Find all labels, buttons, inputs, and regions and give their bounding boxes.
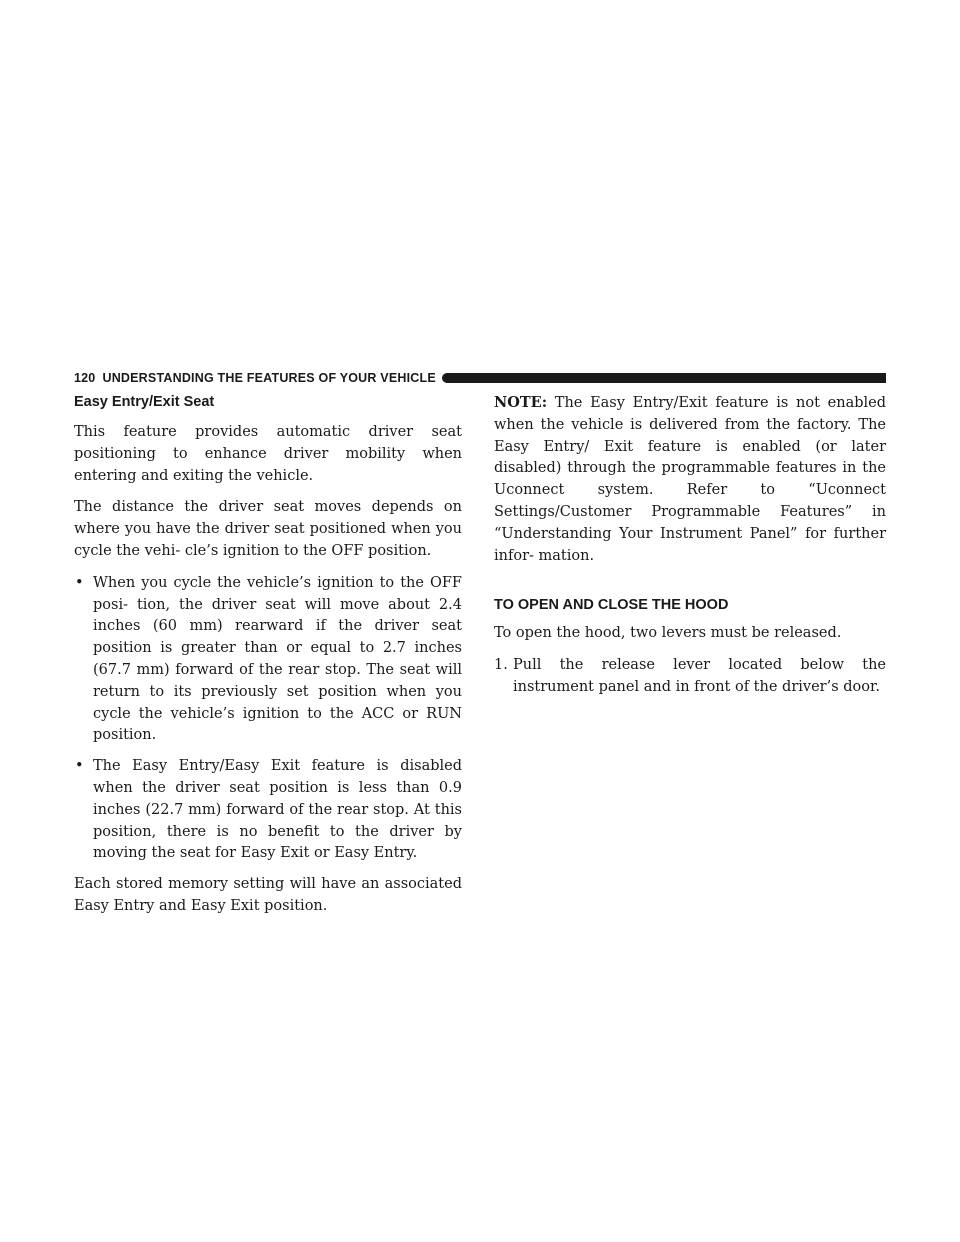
left-column — [74, 392, 462, 928]
bullet-item — [74, 756, 462, 865]
intro-paragraph: This feature provides automatic driver seat positioning to enhance driver mobility when entering and exiting the vehicle. — [74, 424, 462, 484]
distance-paragraph: The distance the driver seat moves depends on where you have the driver seat positioned when you cycle the vehi- cle’s ignition to the OFF position. — [74, 499, 462, 559]
easy-entry-heading: Easy Entry/Exit Seat — [74, 394, 215, 410]
hood-intro: To open the hood, two levers must be released. — [494, 625, 842, 642]
step-number: 1. — [494, 657, 508, 674]
header-rule — [442, 373, 886, 383]
hood-steps — [494, 655, 886, 699]
note-text: The Easy Entry/Exit feature is not enabled when the vehicle is delivered from the factory. The Easy Entry/ Exit feature is enabled (or later disabled) through the programmable features in the Uconnect system. Refer to “Uconnect Settings/Customer Programmable Features” in “Understanding Your Instrument Panel” for further infor- mation. — [494, 395, 886, 564]
bullet-text: When you cycle the vehicle’s ignition to the OFF posi- tion, the driver seat will move about 2.4 inches (60 mm) rearward if the driver seat position is greater than or equal to 2.7 inches (67.7 mm) forward of the rear stop. The seat will return to its previously set position when you cycle the vehicle’s ignition to the ACC or RUN position. — [93, 574, 462, 744]
page-number: 120 — [74, 371, 96, 385]
step-text: Pull the release lever located below the instrument panel and in front of the driver’s door. — [513, 657, 886, 695]
right-column — [494, 392, 886, 699]
chapter-title: UNDERSTANDING THE FEATURES OF YOUR VEHICLE — [102, 371, 436, 385]
bullet-item — [74, 573, 462, 747]
bullet-icon: • — [75, 574, 84, 591]
memory-paragraph: Each stored memory setting will have an associated Easy Entry and Easy Exit position. — [74, 876, 462, 914]
bullet-text: The Easy Entry/Easy Exit feature is disabled when the driver seat position is less than 0.9 inches (22.7 mm) forward of the rear stop. At this position, there is no benefit to the driver by moving the seat for Easy Exit or Easy Entry. — [93, 758, 462, 862]
step-item — [494, 655, 886, 699]
bullet-icon: • — [75, 758, 84, 775]
note-paragraph — [494, 392, 886, 567]
running-header — [74, 369, 886, 387]
hood-section-heading: TO OPEN AND CLOSE THE HOOD — [494, 597, 729, 614]
note-label: NOTE: — [494, 394, 548, 411]
feature-bullets — [74, 573, 462, 865]
